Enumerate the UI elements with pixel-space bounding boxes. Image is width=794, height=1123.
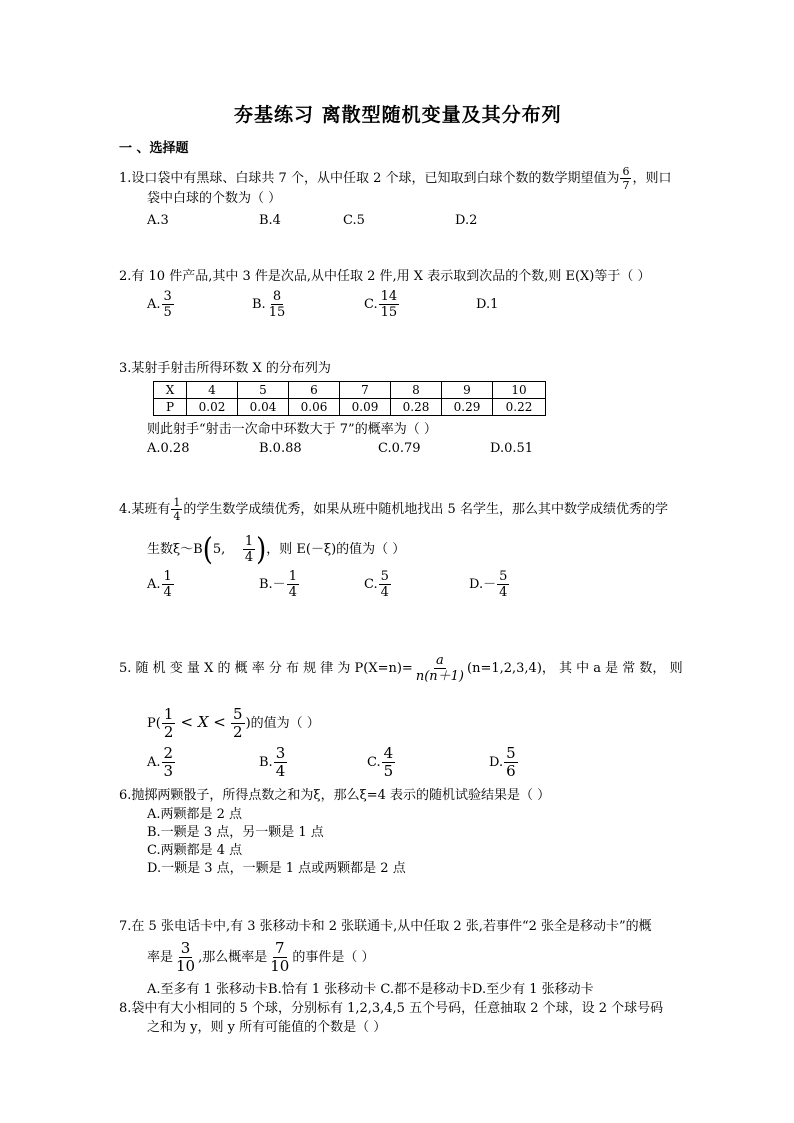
q1-option-d: D.2	[455, 213, 478, 228]
table-cell: P	[154, 399, 187, 416]
question-7-line-2: 率是 $\frac{3}{10}$ ,那么概率是 $\frac{7}{10}$ 的事件是（ ）	[147, 939, 375, 975]
question-5-line-1: 5. 随 机 变 量 X 的 概 率 分 布 规 律 为 P(X=n)= $\frac{a}{n(n+1)}$ (n=1,2,3,4)， 其 中 a 是 常 数， 则	[119, 653, 683, 684]
q5-option-c: C. $\frac{4}{5}$	[367, 744, 394, 780]
table-cell: 5	[238, 382, 289, 399]
question-1-line-1	[119, 166, 672, 191]
table-row	[154, 382, 546, 399]
distribution-table	[153, 381, 546, 416]
q1-fraction: $\frac{6}{7}$	[622, 165, 630, 192]
q4-option-a: A. $\frac{1}{4}$	[147, 569, 172, 600]
q2-option-c: C. $\frac{14}{15}$	[364, 289, 398, 320]
q5-fraction: $\frac{a}{n(n+1)}$	[415, 653, 464, 684]
question-1-line-2: 袋中白球的个数为（ ）	[147, 191, 282, 206]
q1-option-b: B.4	[259, 213, 281, 228]
q5-option-d: D. $\frac{5}{6}$	[489, 744, 516, 780]
q5-option-a: A. $\frac{2}{3}$	[147, 744, 174, 780]
q6-option-b: B.一颗是 3 点，另一颗是 1 点	[147, 825, 324, 840]
q3-option-a: A.0.28	[147, 441, 190, 456]
q4-fraction: $\frac{1}{4}$	[173, 496, 181, 523]
question-5-line-2: P( $\frac{1}{2}$ < X < $\frac{5}{2}$ )的值为（ ）	[147, 705, 320, 741]
q2-b-fraction: $\frac{8}{15}$	[268, 289, 286, 320]
left-paren: (	[202, 531, 213, 568]
table-row	[154, 399, 546, 416]
q3-option-d: D.0.51	[490, 441, 534, 456]
question-4-line-1: 4.某班有 $\frac{1}{4}$ 的学生数学成绩优秀，如果从班中随机地找出 5 名学生，那么其中数学成绩优秀的学	[119, 496, 668, 523]
question-3-line-2: 则此射手“射击一次命中环数大于 7”的概率为（ ）	[147, 422, 437, 437]
question-2-text: 2.有 10 件产品,其中 3 件是次品,从中任取 2 件,用 X 表示取到次品的个数,则 E(X)等于（ ）	[119, 269, 651, 284]
q1-option-c: C.5	[343, 213, 365, 228]
q4-option-b: B.－ $\frac{1}{4}$	[259, 569, 297, 600]
q2-a-fraction: $\frac{3}{5}$	[163, 289, 172, 320]
table-cell: 0.02	[187, 399, 238, 416]
q1-option-a: A.3	[147, 213, 169, 228]
question-8-line-1: 8.袋中有大小相同的 5 个球，分别标有 1,2,3,4,5 五个号码，任意抽取 2 个球，设 2 个球号码	[119, 1001, 664, 1016]
q6-option-a: A.两颗都是 2 点	[147, 807, 243, 822]
q4-option-c: C. $\frac{5}{4}$	[364, 569, 389, 600]
table-cell: 0.09	[340, 399, 391, 416]
right-paren: )	[256, 531, 267, 568]
q3-option-c: C.0.79	[378, 441, 421, 456]
q4-option-d: D.－ $\frac{5}{4}$	[469, 569, 508, 600]
question-4-line-2: 生数ξ～B(5, $\frac{1}{4}$ )，则 E(－ξ)的值为（ ）	[147, 531, 406, 568]
table-cell: 10	[493, 382, 546, 399]
question-3-text: 3.某射手射击所得环数 X 的分布列为	[119, 361, 331, 376]
q7-options: A.至多有 1 张移动卡B.恰有 1 张移动卡 C.都不是移动卡D.至少有 1 张移动卡	[147, 982, 594, 997]
table-cell: 0.29	[442, 399, 493, 416]
q2-c-fraction: $\frac{14}{15}$	[380, 289, 398, 320]
table-cell: 0.06	[289, 399, 340, 416]
section-heading: 一 、选择题	[119, 141, 189, 156]
table-cell: 8	[391, 382, 442, 399]
q2-option-b: B. $\frac{8}{15}$	[252, 289, 286, 320]
table-cell: 7	[340, 382, 391, 399]
table-cell: 4	[187, 382, 238, 399]
table-cell: 0.28	[391, 399, 442, 416]
question-7-text: 7.在 5 张电话卡中,有 3 张移动卡和 2 张联通卡,从中任取 2 张,若事件“2 张全是移动卡”的概	[119, 919, 652, 934]
table-cell: 0.04	[238, 399, 289, 416]
table-cell: 0.22	[493, 399, 546, 416]
q2-option-d: D.1	[476, 297, 499, 312]
q5-option-b: B. $\frac{3}{4}$	[259, 744, 286, 780]
q1-text-end: ，则口	[632, 171, 672, 186]
q3-option-b: B.0.88	[259, 441, 302, 456]
question-8-line-2: 之和为 y，则 y 所有可能值的个数是（ ）	[147, 1020, 387, 1035]
page-title: 夯基练习 离散型随机变量及其分布列	[234, 104, 562, 126]
q6-option-d: D.一颗是 3 点，一颗是 1 点或两颗都是 2 点	[147, 861, 406, 876]
question-6-text: 6.抛掷两颗骰子，所得点数之和为ξ，那么ξ=4 表示的随机试验结果是（ ）	[119, 788, 551, 803]
q1-text: 1.设口袋中有黑球、白球共 7 个，从中任取 2 个球，已知取到白球个数的数学期望值为	[119, 171, 620, 186]
table-cell: 9	[442, 382, 493, 399]
q2-option-a: A. $\frac{3}{5}$	[147, 289, 172, 320]
table-cell: X	[154, 382, 187, 399]
q6-option-c: C.两颗都是 4 点	[147, 843, 243, 858]
q4-b-fraction: $\frac{1}{4}$	[244, 534, 254, 565]
table-cell: 6	[289, 382, 340, 399]
